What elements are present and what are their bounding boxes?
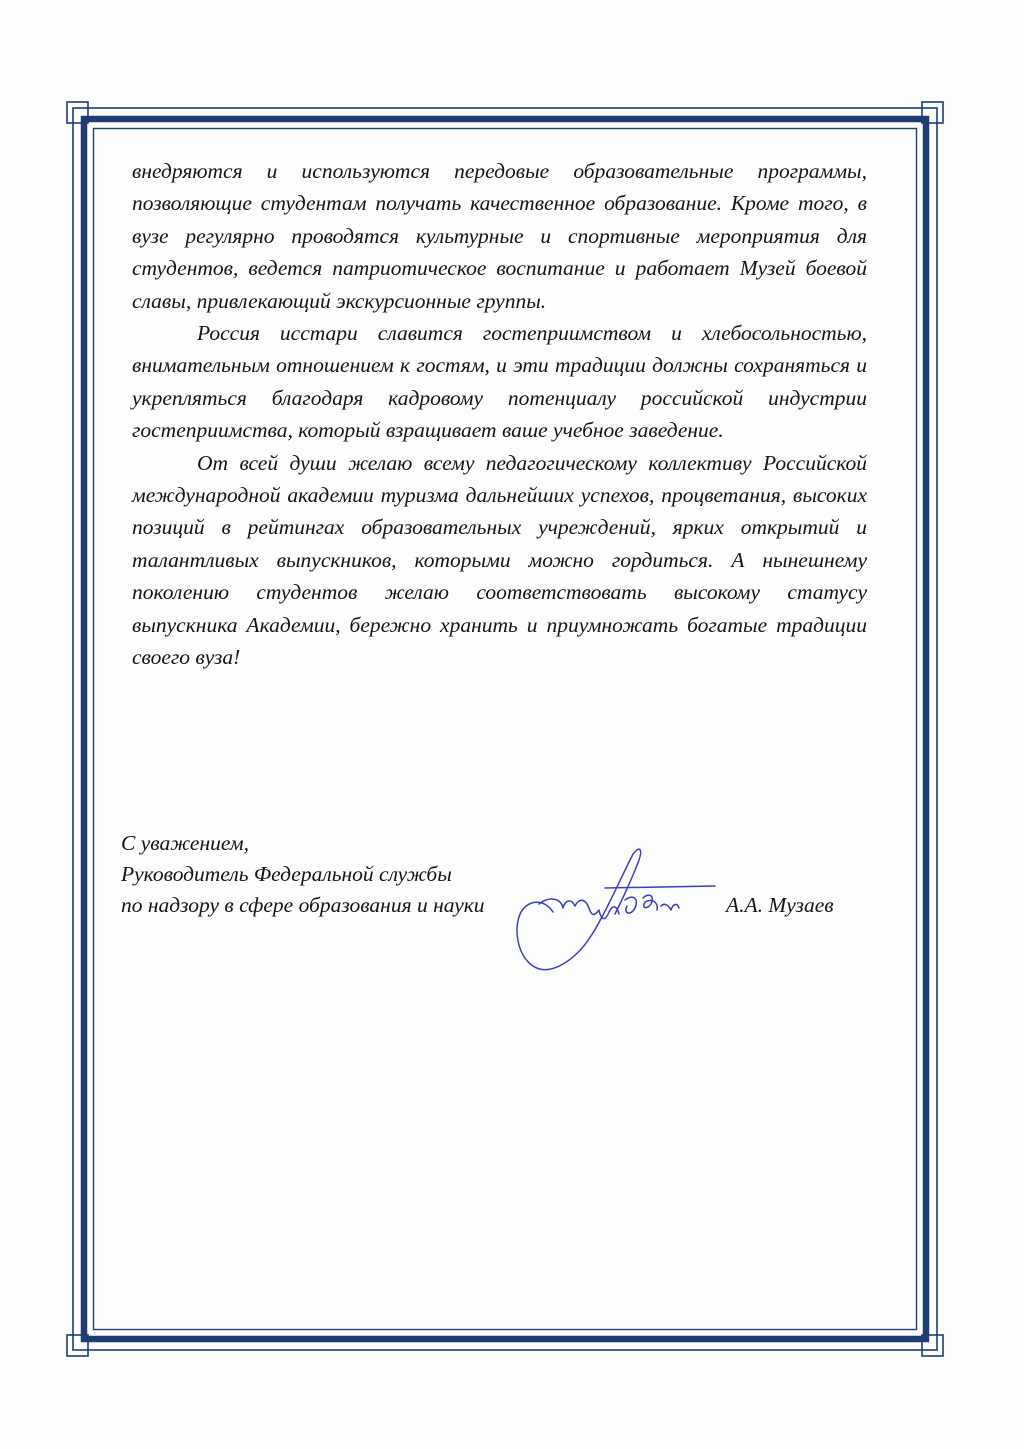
signer-position-line-1: Руководитель Федеральной службы	[121, 862, 452, 886]
letter-paragraph: От всей души желаю всему педагогическому коллективу Российской международной академии туризма дальнейших успехов, процветания, высоких позиций в рейтингах образовательных учреждений, ярких открытий и талантливых выпускников, которыми можно гордиться. А нынешнему поколению студентов желаю соответствовать высокому статусу выпускника Академии, бережно хранить и приумножать богатые традиции своего вуза!	[132, 450, 867, 670]
letter-body	[132, 155, 867, 674]
handwritten-signature	[505, 840, 725, 985]
signer-position-line-2: по надзору в сфере образования и науки	[121, 893, 485, 917]
letter-paragraph: Россия исстари славится гостеприимством и хлебосольностью, внимательным отношением к гостям, и эти традиции должны сохраняться и укрепляться благодаря кадровому потенциалу российской индустрии гостеприимства, который взращивает ваше учебное заведение.	[132, 321, 867, 443]
signer-name: А.А. Музаев	[726, 893, 834, 917]
closing-salutation: С уважением,	[121, 831, 249, 855]
letter-paragraph: внедряются и используются передовые образовательные программы, позволяющие студентам получать качественное образование. Кроме того, в вузе регулярно проводятся культурные и спортивные мероприятия для студентов, ведется патриотическое воспитание и работает Музей боевой славы, привлекающий экскурсионные группы.	[132, 159, 867, 313]
